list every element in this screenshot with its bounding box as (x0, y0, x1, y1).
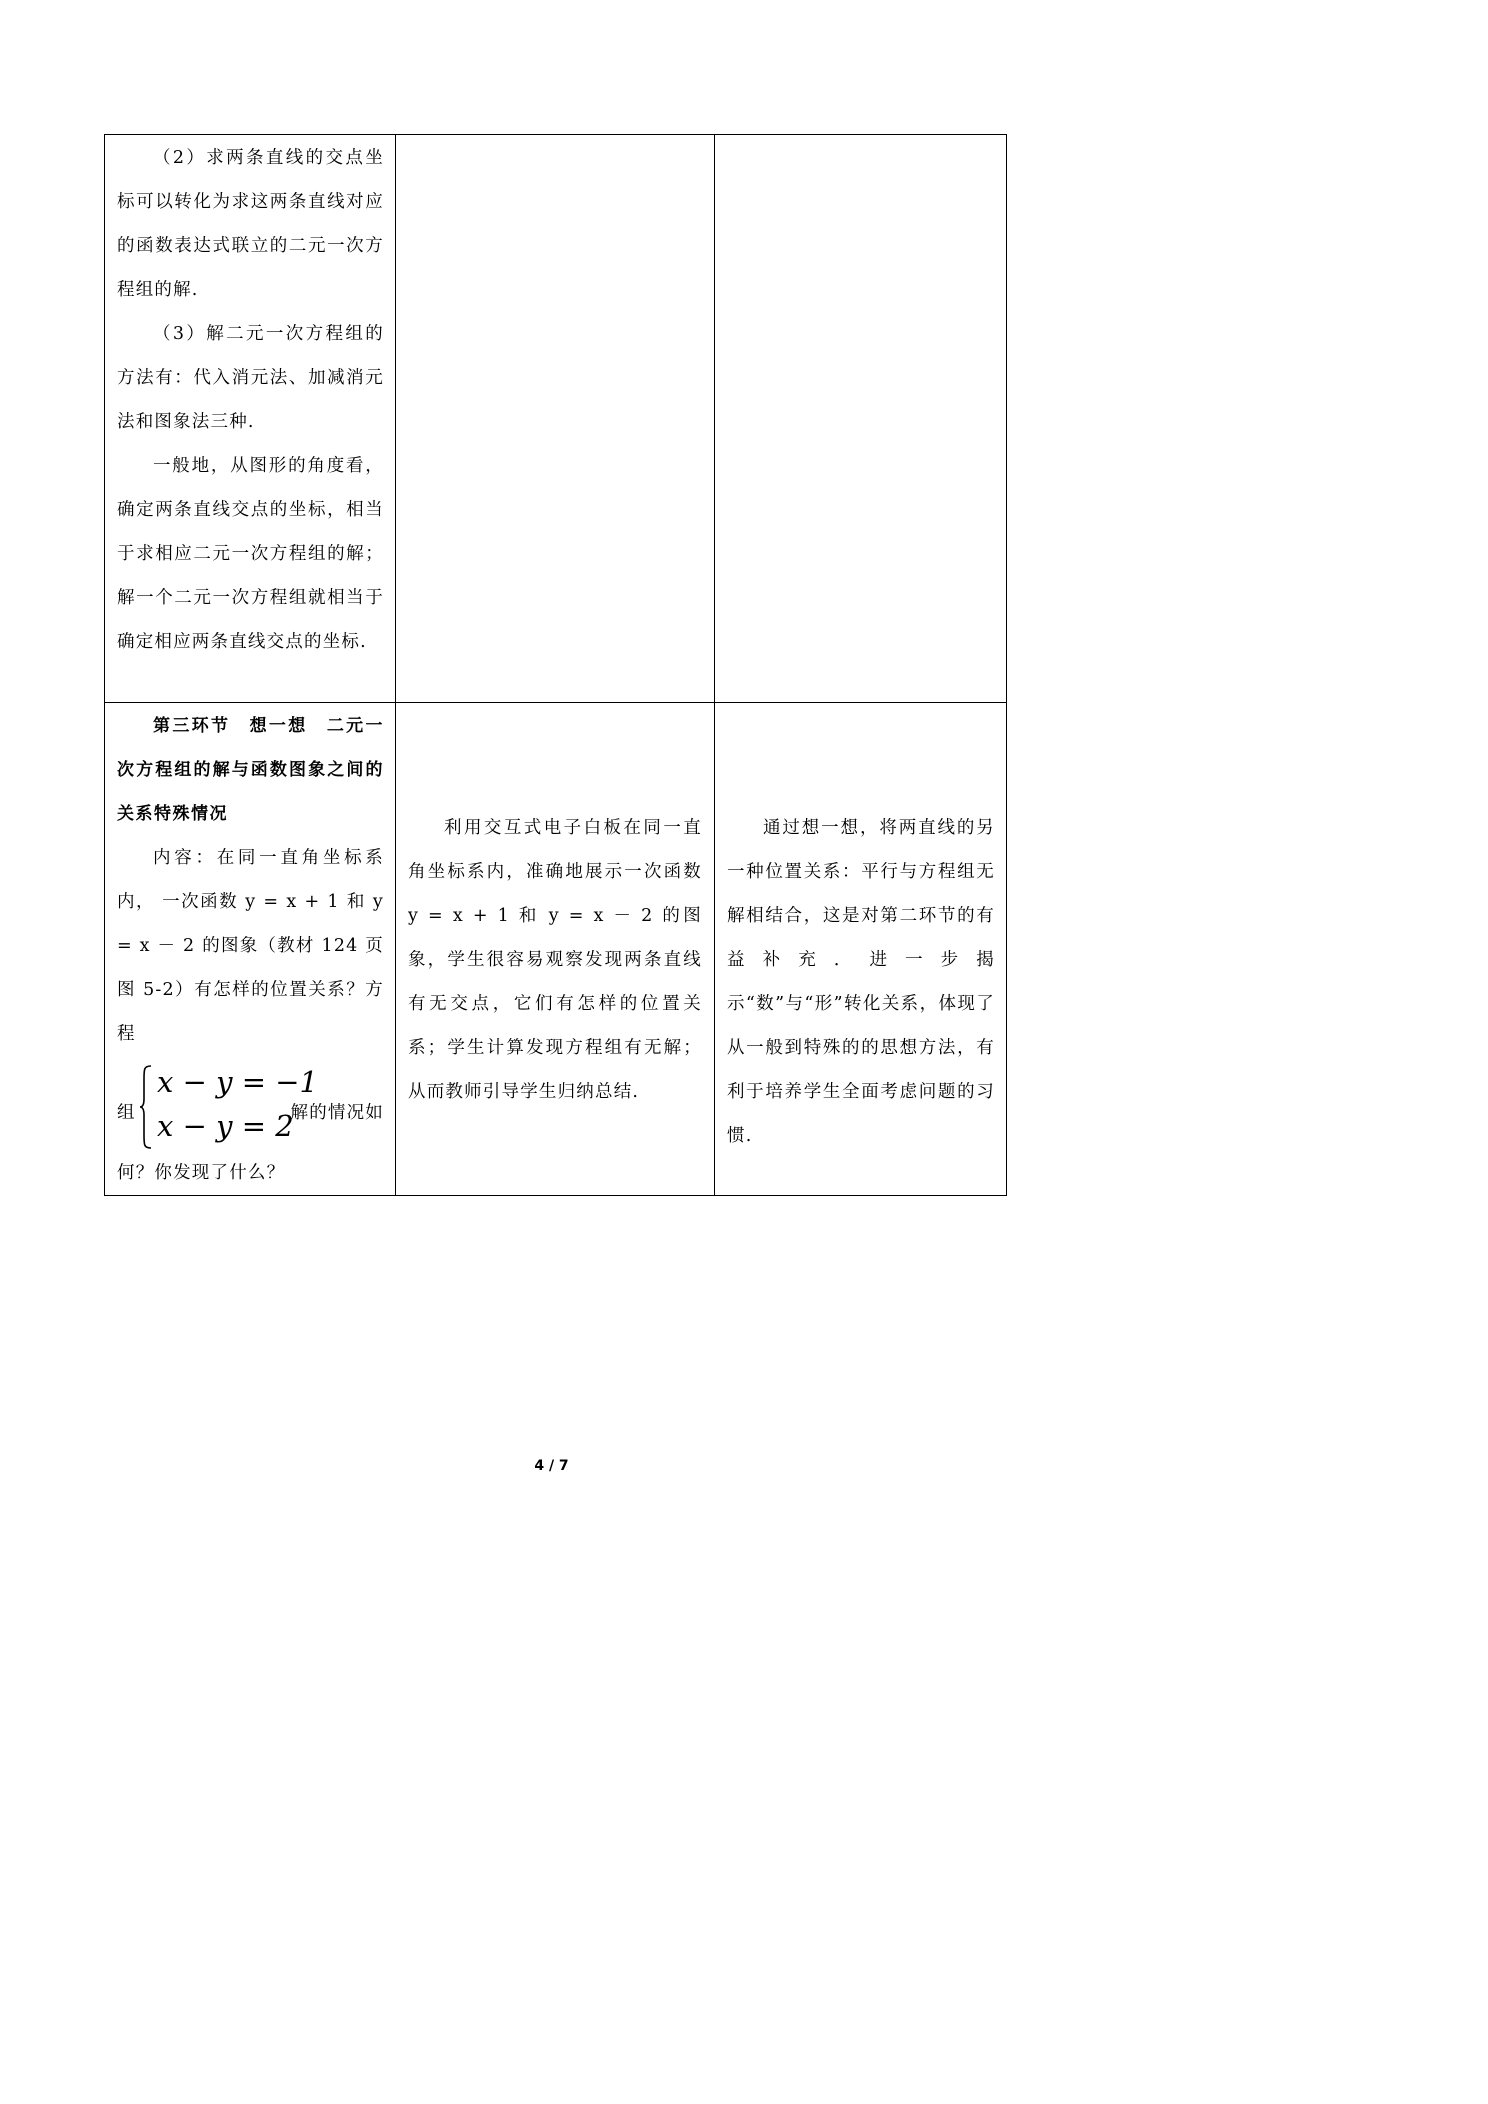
paragraph-point-2: （2）求两条直线的交点坐标可以转化为求这两条直线对应的函数表达式联立的二元一次方程组的解. (117, 148, 384, 300)
equation-system-prefix: 组 (117, 1103, 136, 1123)
teacher-activity-text: 利用交互式电子白板在同一直角坐标系内，准确地展示一次函数 y = x + 1 和 y = x － 2 的图象，学生很容易观察发现两条直线有无交点，它们有怎样的位置关系；学生计算发现方程组有无解；从而教师引导学生归纳总结. (408, 818, 702, 1102)
table-cell-content (105, 703, 396, 1196)
section-title: 第三环节 想一想 二元一次方程组的解与函数图象之间的关系特殊情况 (117, 716, 384, 824)
design-intent-text: 通过想一想，将两直线的另一种位置关系：平行与方程组无解相结合，这是对第二环节的有益补充．进一步揭示“数”与“形”转化关系，体现了从一般到特殊的的思想方法，有利于培养学生全面考虑问题的习惯. (727, 818, 995, 1146)
page-number: 4 / 7 (534, 1458, 569, 1474)
table-cell-content (105, 135, 396, 703)
table-cell-teacher-activity (396, 703, 715, 1196)
lesson-plan-table (104, 134, 1007, 1196)
table-row (105, 135, 1007, 703)
left-brace-icon (139, 1065, 153, 1149)
table-cell-design-intent (715, 703, 1007, 1196)
question-ending: 何？你发现了什么？ (117, 1163, 286, 1183)
question-text: 内容：在同一直角坐标系内， 一次函数 y = x + 1 和 y = x － 2 的图象（教材 124 页图 5-2）有怎样的位置关系？方程 (117, 848, 384, 1044)
equation-1: x − y = −1 (157, 1065, 318, 1099)
equation-system-suffix: 解的情况如 (290, 1103, 384, 1123)
paragraph-summary: 一般地，从图形的角度看，确定两条直线交点的坐标，相当于求相应二元一次方程组的解；解一个二元一次方程组就相当于确定相应两条直线交点的坐标. (117, 456, 384, 652)
equation-system (117, 1057, 384, 1151)
table-cell-design-intent (715, 135, 1007, 703)
table-row (105, 703, 1007, 1196)
table-cell-teacher-activity (396, 135, 715, 703)
equation-2: x − y = 2 (157, 1109, 294, 1143)
paragraph-point-3: （3）解二元一次方程组的方法有：代入消元法、加减消元法和图象法三种. (117, 324, 384, 432)
